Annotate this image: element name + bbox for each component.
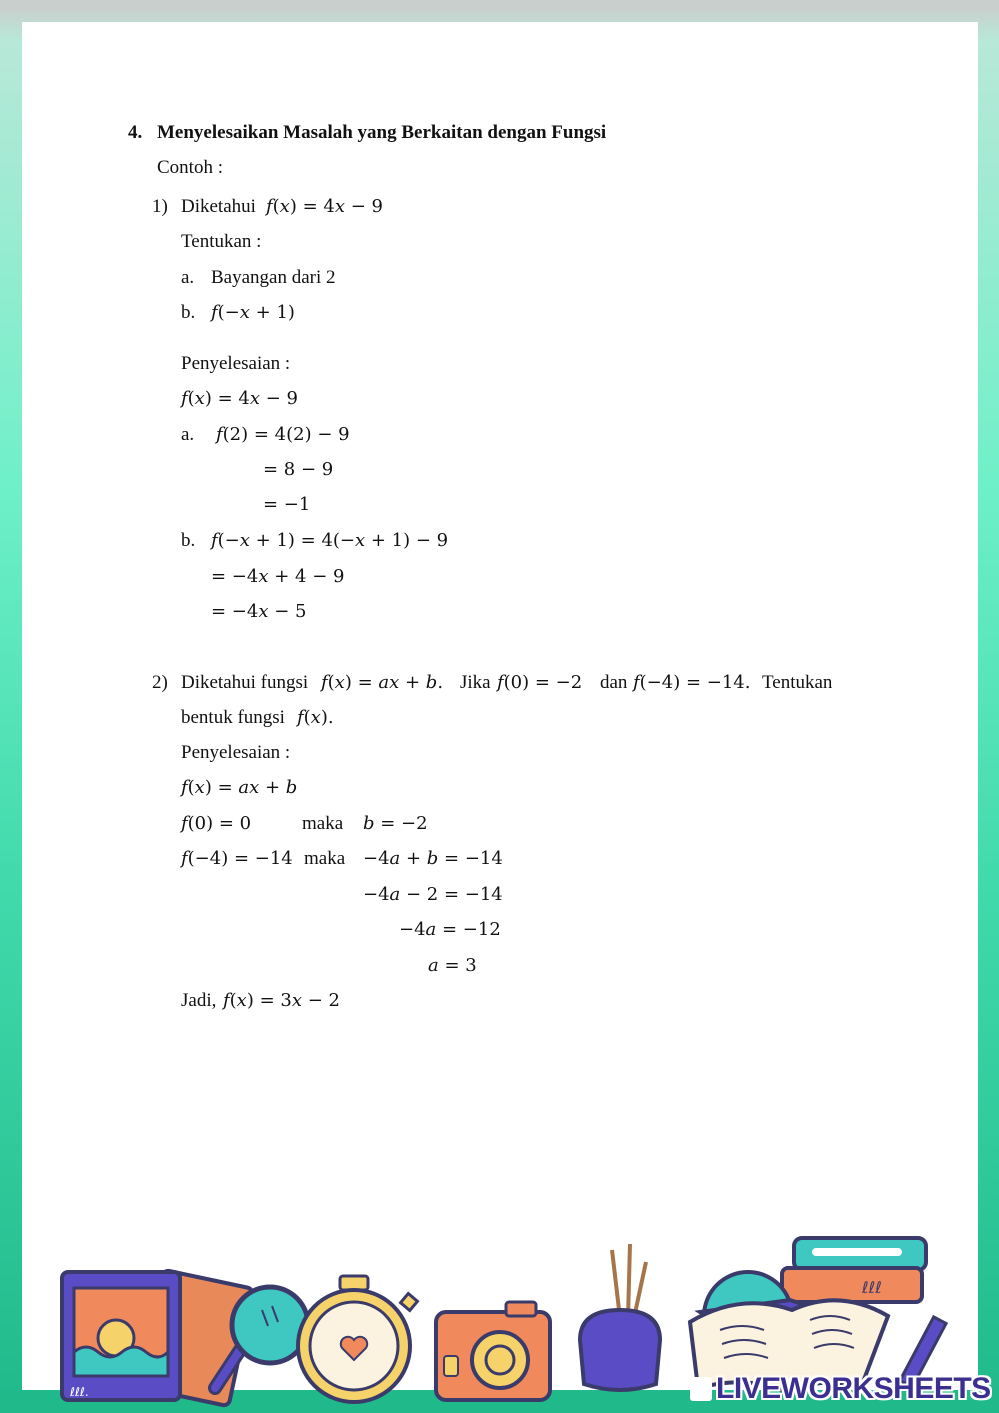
problem2-solution-s2-left: 𝑓(0) = 0: [181, 813, 252, 834]
svg-text:ℓℓℓ.: ℓℓℓ.: [70, 1385, 89, 1399]
problem2-line1-text-d: Tentukan: [762, 672, 833, 693]
problem2-number: 2): [152, 672, 168, 693]
problem2-conclusion-text: Jadi,: [181, 990, 217, 1011]
problem2-solution-s5: −4𝑎 = −12: [399, 919, 501, 940]
problem2-solution-s6: 𝑎 = 3: [428, 955, 477, 976]
problem2-solution-s4: −4𝑎 − 2 = −14: [363, 884, 503, 905]
problem1-solution-a3: = −1: [263, 494, 311, 515]
problem2-line1-text-c: dan: [600, 672, 628, 693]
book-stack-icon: [782, 1238, 926, 1302]
problem1-solution-b-label: b.: [181, 530, 196, 551]
problem2-line1-text-b: Jika: [460, 672, 491, 693]
problem2-solution-s3-right: −4𝑎 + 𝑏 = −14: [363, 848, 503, 869]
problem1-solution-a1: 𝑓(2) = 4(2) − 9: [216, 424, 350, 445]
problem2-line1-math3: 𝑓(−4) = −14.: [633, 672, 751, 693]
problem2-conclusion-math: 𝑓(𝑥) = 3𝑥 − 2: [223, 990, 340, 1011]
problem1-given-text: Diketahui: [181, 196, 256, 217]
problem1-number: 1): [152, 196, 168, 217]
problem1-given-math: 𝑓(𝑥) = 4𝑥 − 9: [266, 196, 383, 217]
example-label: Contoh :: [157, 157, 223, 178]
problem1-solution-a-label: a.: [181, 424, 195, 445]
problem2-solution-s3-maka: maka: [304, 848, 346, 869]
problem1-a-label: a.: [181, 267, 195, 288]
problem1-solution-a2: = 8 − 9: [263, 459, 334, 480]
problem2-line1-math2: 𝑓(0) = −2: [497, 672, 583, 693]
problem2-line2-text: bentuk fungsi: [181, 707, 285, 728]
section-title: Menyelesaikan Masalah yang Berkaitan dengan Fungsi: [157, 122, 607, 143]
problem1-solution-line0: 𝑓(𝑥) = 4𝑥 − 9: [181, 388, 298, 409]
problem1-solution-b2: = −4𝑥 + 4 − 9: [211, 566, 345, 587]
plant-vase-icon: [580, 1244, 660, 1390]
problem1-solution-b1: 𝑓(−𝑥 + 1) = 4(−𝑥 + 1) − 9: [211, 530, 449, 551]
svg-text:ℓℓℓ: ℓℓℓ: [862, 1278, 882, 1297]
problem2-line1-text-a: Diketahui fungsi: [181, 672, 309, 693]
problem2-solution-s2-right: 𝑏 = −2: [363, 813, 428, 834]
liveworksheets-logo: [690, 1372, 991, 1406]
problem2-solution-label: Penyelesaian :: [181, 742, 291, 763]
problem1-b-label: b.: [181, 302, 196, 323]
problem1-a-text: Bayangan dari 2: [211, 267, 336, 288]
section-number: 4.: [128, 122, 143, 143]
problem2-solution-s2-maka: maka: [302, 813, 344, 834]
problem2-solution-s1: 𝑓(𝑥) = 𝑎𝑥 + 𝑏: [181, 777, 298, 798]
problem2-line2-math: 𝑓(𝑥).: [297, 707, 334, 728]
problem1-ask: Tentukan :: [181, 231, 262, 252]
problem1-solution-b3: = −4𝑥 − 5: [211, 601, 307, 622]
problem2-solution-s3-left: 𝑓(−4) = −14: [181, 848, 293, 869]
problem1-b-math: 𝑓(−𝑥 + 1): [211, 302, 295, 323]
camera-icon: [436, 1302, 550, 1400]
brand-badge-icon: [690, 1377, 712, 1401]
problem2-line1-math1: 𝑓(𝑥) = 𝑎𝑥 + 𝑏.: [321, 672, 444, 693]
problem1-solution-label: Penyelesaian :: [181, 353, 291, 374]
stopwatch-icon: [298, 1276, 417, 1402]
brand-text: LIVEWORKSHEETS: [716, 1372, 991, 1405]
